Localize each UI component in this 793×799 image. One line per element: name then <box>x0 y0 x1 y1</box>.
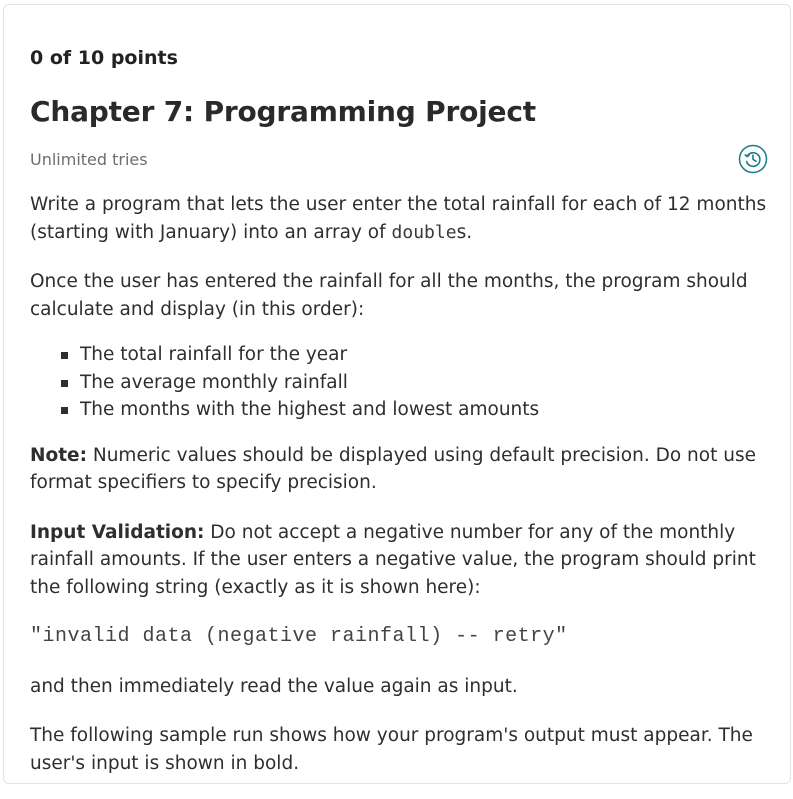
inline-code-double: double <box>391 221 457 243</box>
paragraph-sample-run: The following sample run shows how your program's output must appear. The user's input is shown in bold. <box>30 725 753 774</box>
note-text: Numeric values should be displayed using default precision. Do not use format specifiers to specify precision. <box>30 444 756 493</box>
intro-suffix: s. <box>456 221 473 243</box>
tries-label: Unlimited tries <box>30 150 148 169</box>
list-item-text: The months with the highest and lowest amounts <box>80 399 540 420</box>
paragraph-note <box>30 442 775 497</box>
list-item-text: The average monthly rainfall <box>80 371 348 393</box>
input-validation-text: Do not accept a negative number for any of the monthly rainfall amounts. If the user enters a negative value, the program should print the following string (exactly as it is shown here): <box>30 521 756 598</box>
instructions <box>30 191 775 799</box>
bullet-icon <box>61 352 68 359</box>
note-label: Note: <box>30 444 87 466</box>
list-item <box>30 341 775 369</box>
paragraph-display: Once the user has entered the rainfall for all the months, the program should calculate and display (in this order): <box>30 271 748 320</box>
bullet-icon <box>61 380 68 387</box>
input-validation-label: Input Validation: <box>30 521 205 543</box>
list-item <box>30 396 775 424</box>
points-label: 0 of 10 points <box>30 47 178 69</box>
bullet-icon <box>61 407 68 414</box>
list-item-text: The total rainfall for the year <box>80 344 348 365</box>
requirements-list <box>30 341 775 424</box>
history-icon[interactable] <box>738 144 768 174</box>
paragraph-after-code: and then immediately read the value again as input. <box>30 675 518 697</box>
assignment-card <box>3 4 791 784</box>
page-title: Chapter 7: Programming Project <box>30 95 536 128</box>
paragraph-intro <box>30 191 775 246</box>
intro-text: Write a program that lets the user enter the total rainfall for each of 12 months (starting with January) into an array of <box>30 194 767 243</box>
code-string: "invalid data (negative rainfall) -- retry" <box>30 625 568 648</box>
paragraph-input-validation <box>30 519 775 602</box>
list-item <box>30 369 775 397</box>
